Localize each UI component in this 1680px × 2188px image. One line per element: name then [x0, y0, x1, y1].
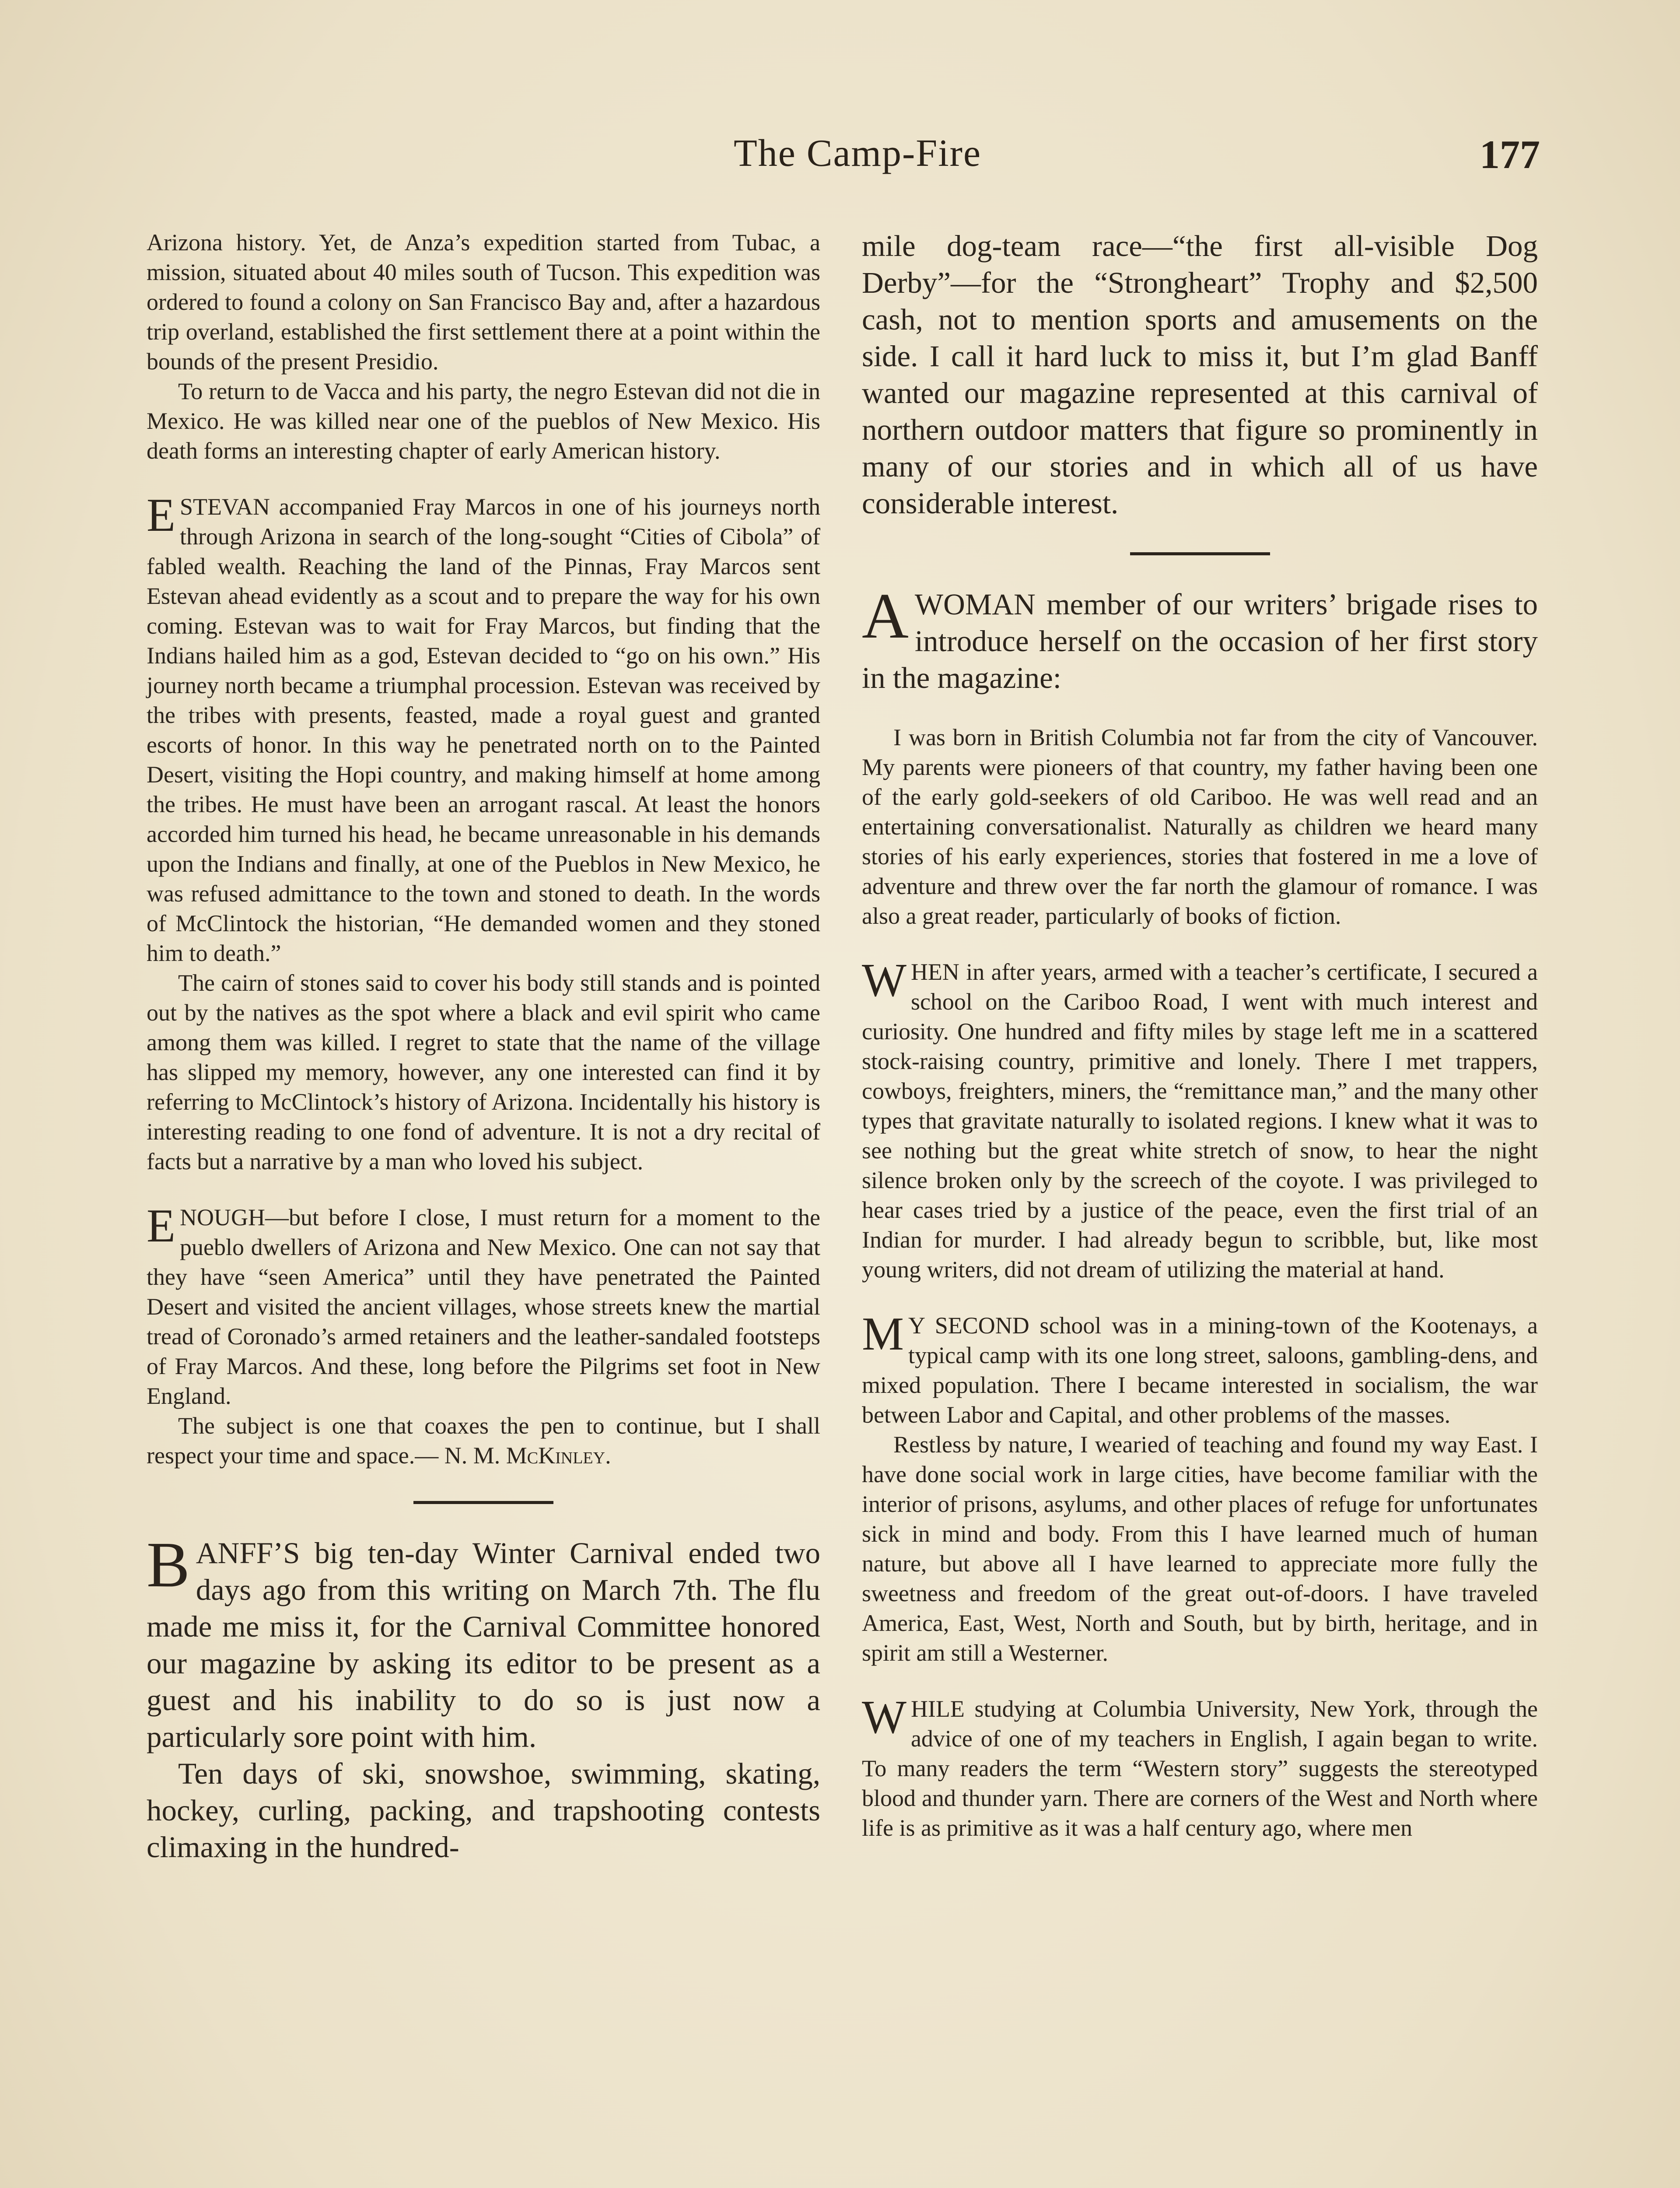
paragraph-with-signature	[147, 1411, 820, 1470]
paragraph: I was born in British Columbia not far from the city of Vancouver. My parents were pioneers of that country, my father having been one of the early gold-seekers of old Cariboo. He was well read and an entertaining conversationalist. Naturally as children we heard many stories of his early experiences, stories that fostered in me a love of adventure and threw over the far north the glamour of romance. I was also a great reader, particularly of books of fiction.	[862, 724, 1538, 929]
drop-cap: W	[862, 1691, 906, 1743]
paragraph-text: The subject is one that coaxes the pen to continue, but I shall respect your time and space.—	[147, 1413, 820, 1469]
paragraph-initial-cap	[862, 580, 1538, 696]
paragraph-initial-cap	[147, 1529, 820, 1755]
paragraph-text: Y SECOND school was in a mining-town of the Kootenays, a typical camp with its one long street, saloons, gambling-dens, and mixed population. There I became interested in socialism, the war between Labor and Capital, and other problems of the masses.	[862, 1312, 1538, 1428]
paragraph-initial-cap	[862, 1691, 1538, 1843]
drop-cap: B	[147, 1529, 190, 1601]
paragraph: Ten days of ski, snowshoe, swimming, skating, hockey, curling, packing, and trapshooting contests climaxing in the hundred-	[147, 1757, 820, 1864]
running-title: The Camp-Fire	[733, 132, 982, 175]
section-divider	[1130, 552, 1270, 555]
paragraph: To return to de Vacca and his party, the negro Estevan did not die in Mexico. He was killed near one of the pueblos of New Mexico. His death forms an interesting chapter of early American history.	[147, 378, 820, 464]
signature: N. M. McKinley.	[444, 1442, 611, 1469]
paragraph-text: HEN in after years, armed with a teacher’s certificate, I secured a school on the Cariboo Road, I went with much interest and curiosity. One hundred and fifty miles by stage left me in a scattered stock-raising country, primitive and lonely. There I met trappers, cowboys, freighters, miners, the “remittance man,” and the many other types that gravitate naturally to isolated regions. I knew what it was to see nothing but the great white stretch of snow, to hear the night silence broken only by the screech of the coyote. I was privileged to hear cases tried by a justice of the peace, even the first trial of an Indian for murder. I had already begun to scribble, but, like most young writers, did not dream of utilizing the material at hand.	[862, 959, 1538, 1283]
paragraph: Restless by nature, I wearied of teaching and found my way East. I have done social work in large cities, have become familiar with the interior of prisons, asylums, and other places of refuge for unfortunates sick in mind and body. From this I have learned much of human nature, but above all I have learned to appreciate more fully the sweetness and freedom of the great out-of-doors. I have traveled America, East, West, North and South, but by birth, heritage, and in spirit am still a Westerner.	[862, 1431, 1538, 1666]
paragraph-text: HILE studying at Columbia University, New York, through the advice of one of my teachers in English, I again began to write. To many readers the term “Western story” suggests the stereotyped blood and thunder yarn. There are corners of the West and North where life is as primitive as it was a half century ago, where men	[862, 1696, 1538, 1841]
paragraph: Arizona history. Yet, de Anza’s expedition started from Tubac, a mission, situated about 40 miles south of Tucson. This expedition was ordered to found a colony on San Francisco Bay and, after a hazardous trip overland, established the first settlement there at a point within the bounds of the present Presidio.	[147, 229, 820, 375]
left-column	[147, 228, 820, 1865]
paragraph-text: NOUGH—but before I close, I must return for a moment to the pueblo dwellers of Arizona and New Mexico. One can not say that they have “seen America” until they have penetrated the Painted Desert and visited the ancient villages, whose streets knew the martial tread of Coronado’s armed retainers and the leather-sandaled footsteps of Fray Marcos. And these, long before the Pilgrims set foot in New England.	[147, 1204, 820, 1409]
drop-cap: W	[862, 954, 906, 1006]
paragraph-initial-cap	[862, 1308, 1538, 1430]
paragraph-initial-cap	[147, 489, 820, 968]
paragraph: The cairn of stones said to cover his body still stands and is pointed out by the natives as the spot where a black and evil spirit who came among them was killed. I regret to state that the name of the village has slipped my memory, however, any one interested can find it by referring to McClintock’s history of Arizona. Incidentally his history is interesting reading to one fond of adventure. It is not a dry recital of facts but a narrative by a man who loved his subject.	[147, 970, 820, 1175]
drop-cap: E	[147, 489, 175, 541]
paragraph-text: ANFF’S big ten-day Winter Carnival ended two days ago from this writing on March 7th. The flu made me miss it, for the Carnival Committee honored our magazine by asking its editor to be present as a guest and his inability to do so is just now a particularly sore point with him.	[147, 1536, 820, 1753]
right-column	[862, 228, 1538, 1843]
paragraph-text: STEVAN accompanied Fray Marcos in one of his journeys north through Arizona in search of the long-sought “Cities of Cibola” of fabled wealth. Reaching the land of the Pinnas, Fray Marcos sent Estevan ahead evidently as a scout and to prepare the way for his own coming. Estevan was to wait for Fray Marcos, but finding that the Indians hailed him as a god, Estevan decided to “go on his own.” His journey north became a triumphal procession. Estevan was received by the tribes with presents, feasted, made a royal guest and granted escorts of honor. In this way he penetrated north on to the Painted Desert, visiting the Hopi country, and making himself at home among the tribes. He must have been an arrogant rascal. At least the honors accorded him turned his head, he became unreasonable in his demands upon the Indians and finally, at one of the Pueblos in New Mexico, he was refused admittance to the town and stoned to death. In the words of McClintock the historian, “He demanded women and they stoned him to death.”	[147, 494, 820, 966]
paragraph: mile dog-team race—“the first all-visible Dog Derby”—for the “Strongheart” Trophy and $2,500 cash, not to mention sports and amusements on the side. I call it hard luck to miss it, but I’m glad Banff wanted our magazine represented at this carnival of northern outdoor matters that figure so prominently in many of our stories and in which all of us have considerable interest.	[862, 229, 1538, 520]
drop-cap: A	[862, 580, 909, 652]
paragraph-initial-cap	[862, 954, 1538, 1284]
drop-cap: M	[862, 1308, 904, 1360]
page-number: 177	[1480, 132, 1540, 177]
paragraph-text: WOMAN member of our writers’ brigade rises to introduce herself on the occasion of her first story in the magazine:	[862, 588, 1538, 694]
drop-cap: E	[147, 1200, 175, 1252]
paragraph-initial-cap	[147, 1200, 820, 1411]
section-divider	[413, 1501, 553, 1504]
